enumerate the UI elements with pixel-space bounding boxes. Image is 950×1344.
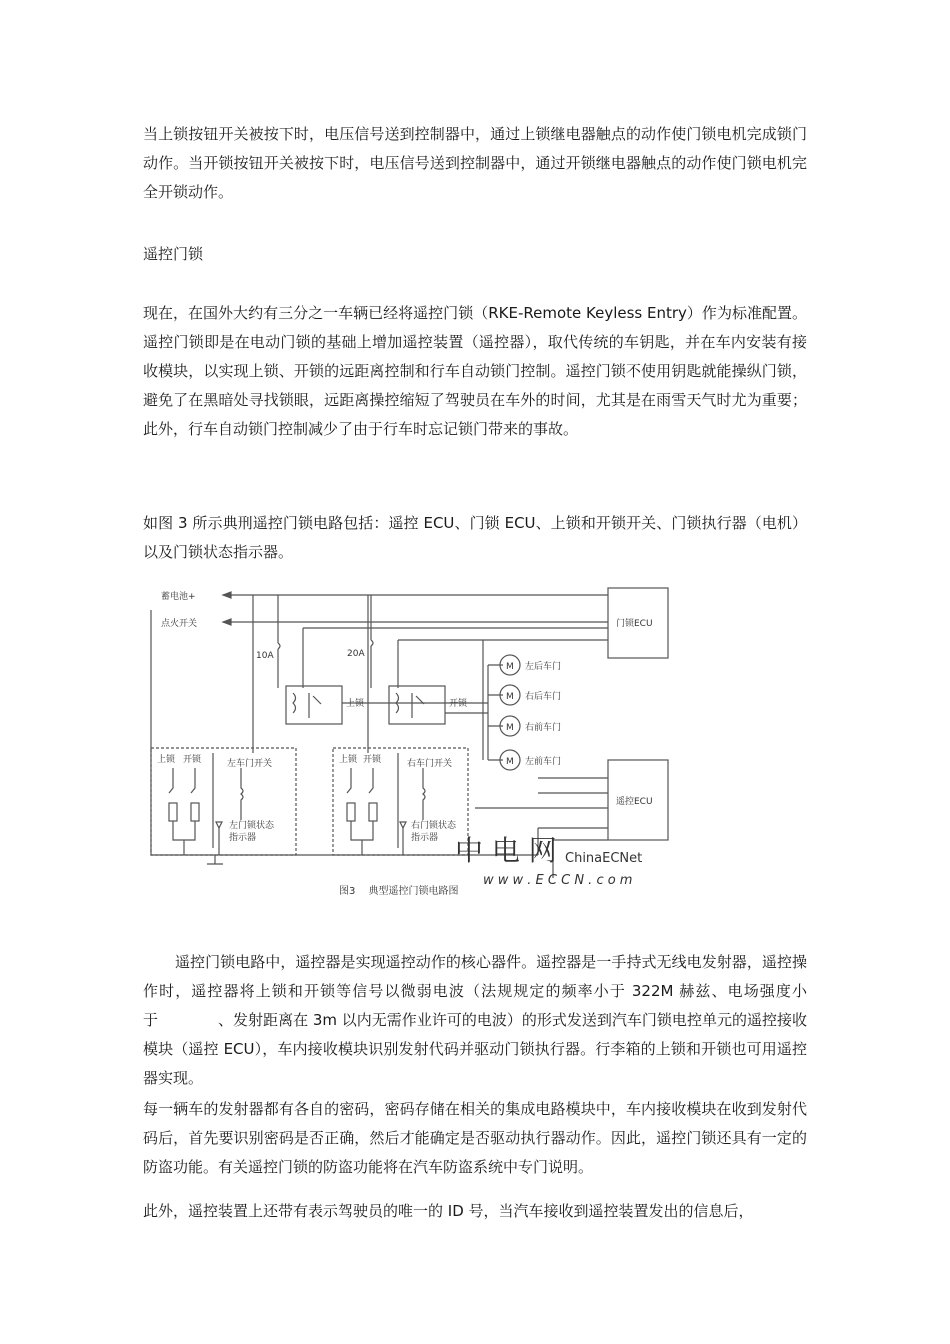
- fuse-10a-label: 10A: [256, 651, 274, 661]
- motor-label-front-right: 右前车门: [525, 723, 562, 733]
- paragraph-transmitter-code: 每一辆车的发射器都有各自的密码，密码存储在相关的集成电路模块中，车内接收模块在收到发射代码后，首先要识别密码是否正确，然后才能确定是否驱动执行器动作。因此，遥控门锁还具有一定的防盗功能。有关遥控门锁的防盗功能将在汽车防盗系统中专门说明。: [143, 1100, 807, 1176]
- paragraph-remote-transmitter: 遥控门锁电路中，遥控器是实现遥控动作的核心器件。遥控器是一手持式无线电发射器，遥控操作时，遥控器将上锁和开锁等信号以微弱电波（法规规定的频率小于 322M 赫兹、电场强度小于 、发射距离在 3m 以内无需作业许可的电波）的形式发送到汽车门锁电控单元的遥控接收模块（遥控 ECU），车内接收模块识别发射代码并驱动门锁执行器。行李箱的上锁和开锁也可用遥控器实现。: [143, 953, 807, 1087]
- right-switch-lock-label: 上锁: [339, 755, 358, 765]
- motor-symbol: M: [506, 723, 514, 733]
- paragraph-figure-intro: 如图 3 所示典刑遥控门锁电路包括：遥控 ECU、门锁 ECU、上锁和开锁开关、门锁执行器（电机）以及门锁状态指示器。: [143, 514, 807, 561]
- figure-caption: 图3 典型遥控门锁电路图: [339, 886, 459, 897]
- right-indicator-label: 右门锁状态: [411, 821, 457, 831]
- watermark-logo-en: ChinaECNet: [565, 851, 643, 866]
- fuse-20a-label: 20A: [347, 649, 365, 659]
- right-door-switch-title: 右车门开关: [407, 759, 453, 769]
- paragraph-driver-id: 此外，遥控装置上还带有表示驾驶员的唯一的 ID 号，当汽车接收到遥控装置发出的信息后，: [143, 1202, 754, 1220]
- left-indicator-label-2: 指示器: [229, 833, 257, 843]
- paragraph-lock-operation: 当上锁按钮开关被按下时，电压信号送到控制器中，通过上锁继电器触点的动作使门锁电机完成锁门动作。当开锁按钮开关被按下时，电压信号送到控制器中，通过开锁继电器触点的动作使门锁电机完全开锁动作。: [143, 125, 807, 201]
- left-switch-lock-label: 上锁: [157, 755, 176, 765]
- motor-label-rear-right: 右后车门: [525, 692, 562, 702]
- battery-label: 蓄电池+: [161, 592, 196, 602]
- left-door-switch-title: 左车门开关: [227, 759, 273, 769]
- left-indicator-label: 左门锁状态: [229, 821, 275, 831]
- ignition-switch-label: 点火开关: [161, 619, 198, 629]
- unlock-relay-label: 开锁: [449, 699, 468, 709]
- watermark-url: w w w . E C C N . c o m: [483, 873, 633, 888]
- remote-ecu-label: 遥控ECU: [616, 797, 653, 807]
- watermark-logo-cn: 中 电 网: [455, 834, 557, 867]
- door-lock-ecu-label: 门锁ECU: [616, 619, 653, 629]
- motor-label-front-left: 左前车门: [525, 757, 562, 767]
- remote-door-lock-circuit-diagram: [143, 578, 673, 900]
- right-indicator-label-2: 指示器: [411, 833, 439, 843]
- left-switch-unlock-label: 开锁: [183, 755, 202, 765]
- motor-symbol: M: [506, 662, 514, 672]
- motor-label-rear-left: 左后车门: [525, 662, 562, 672]
- lock-relay-label: 上锁: [346, 699, 365, 709]
- paragraph-rke-intro: 现在，在国外大约有三分之一车辆已经将遥控门锁（RKE-Remote Keyless Entry）作为标准配置。遥控门锁即是在电动门锁的基础上增加遥控装置（遥控器），取代传统的车钥匙，并在车内安装有接收模块，以实现上锁、开锁的远距离控制和行车自动锁门控制。遥控门锁不使用钥匙就能操纵门锁，避免了在黑暗处寻找锁眼，远距离操控缩短了驾驶员在车外的时间，尤其是在雨雪天气时尤为重要；此外，行车自动锁门控制减少了由于行车时忘记锁门带来的事故。: [143, 304, 807, 438]
- right-switch-unlock-label: 开锁: [363, 755, 382, 765]
- section-heading: 遥控门锁: [143, 245, 204, 263]
- motor-symbol: M: [506, 692, 514, 702]
- motor-symbol: M: [506, 757, 514, 767]
